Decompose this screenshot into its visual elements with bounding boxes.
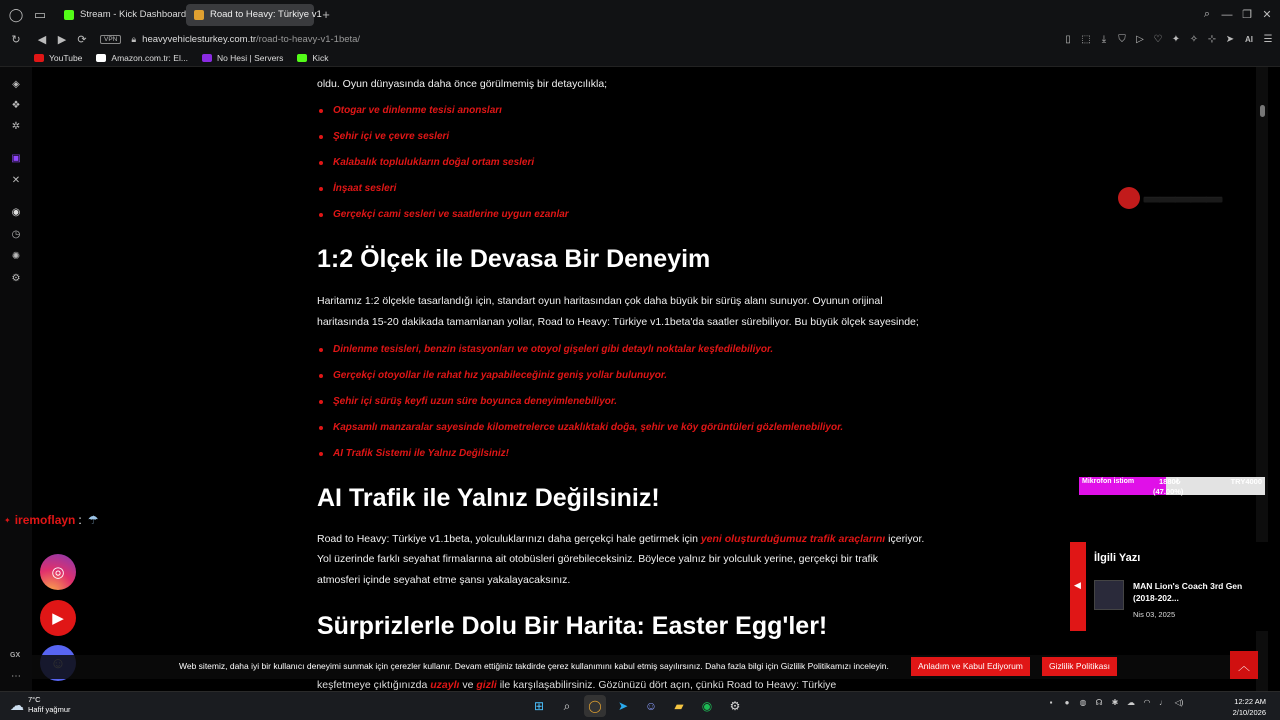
list-item[interactable]: Şehir içi ve çevre sesleri [317,124,569,150]
weather-temp: 7°C [28,695,41,704]
donation-goal-bar [1079,477,1265,495]
privacy-policy-button[interactable]: Gizlilik Politikası [1042,657,1117,676]
back-icon[interactable]: ◀ [37,33,47,46]
tray-headset-icon[interactable]: ☊ [1095,698,1103,707]
bookmark-label: YouTube [49,52,83,63]
cookie-banner [32,655,1256,679]
bookmark-kick[interactable] [297,53,328,63]
related-post-title[interactable]: MAN Lion's Coach 3rd Gen (2018-202... [1133,581,1243,603]
clock-time: 12:22 AM [1234,697,1266,706]
goal-label: Mikrofon istiom [1082,478,1135,485]
tab-islands-icon[interactable]: ▭ [33,6,47,22]
list-item[interactable]: İnşaat sesleri [317,176,569,202]
heading-easter-eggs: Sürprizlerle Dolu Bir Harita: Easter Egg'ler! [317,612,828,640]
list-item[interactable]: AI Trafik Sistemi ile Yalnız Değilsiniz! [317,441,843,467]
tray-wifi-icon[interactable]: ◠ [1143,698,1151,707]
settings-icon[interactable]: ⚙ [11,273,21,284]
discord-taskbar-icon[interactable]: ☺ [644,699,658,713]
channel-logo-watermark [1118,187,1222,209]
bookmarks-bar [0,49,1280,67]
taskbar [0,691,1280,720]
tray-spotify-icon[interactable]: ● [1064,698,1070,707]
paragraph-ai-line1 [317,529,997,550]
flow-icon[interactable]: ⊹ [1207,33,1217,45]
address-bar-tools [1062,29,1274,49]
goal-target: TRY4000 [1230,477,1262,486]
feature-list-scale [317,337,843,467]
tab-road-to-heavy[interactable] [186,4,322,26]
extension-sidebar-icon[interactable]: ✲ [11,121,21,132]
system-tray [1045,698,1185,707]
traffic-vehicles-link[interactable]: yeni oluşturduğumuz trafik araçlarını [700,533,886,545]
search-icon[interactable]: ⌕ [1203,8,1211,20]
minimize-icon[interactable]: — [1221,8,1233,21]
scroll-thumb[interactable] [1260,105,1265,117]
chat-message [4,513,99,527]
cloud-icon: ☁ [10,696,24,713]
cookie-message: Web sitemiz, daha iyi bir kullanıcı deneyimi sunmak için çerezler kullanır. Devam ettiğiniz takdirde çerez kullanımını kabul etmiş sayılırsınız. Daha fazla bilgi için Gizlilik Politikamızı inceleyin. [179,661,889,671]
related-title: İlgili Yazı [1094,552,1141,564]
bookmark-amazon[interactable] [96,53,188,63]
list-item[interactable]: Kalabalık toplulukların doğal ortam sesleri [317,150,569,176]
download-icon[interactable]: ⤓ [1101,33,1107,45]
search-taskbar-icon[interactable]: ⌕ [563,698,571,713]
flow-sidebar-icon[interactable]: ❖ [11,100,21,111]
paragraph-ai-line2: Yol üzerinde farklı seyahat firmalarına ait otobüsleri görebileceksiniz. Böylece yalnız bir yolculuk yerine, gerçekçi bir trafik [317,553,879,565]
steam-icon[interactable]: ⚙ [729,699,741,713]
chat-username: iremoflayn [14,513,76,527]
tray-mic-icon[interactable]: ♩ [1159,698,1167,707]
amazon-icon [96,54,106,62]
url-host: heavyvehiclesturkey.com.tr [142,33,257,45]
telegram-icon[interactable]: ➤ [617,699,629,713]
refresh-icon[interactable]: ⟳ [77,33,87,46]
reload-icon[interactable]: ↻ [11,33,21,46]
snapshot-icon[interactable]: ⬚ [1081,33,1091,45]
scroll-to-top-button[interactable] [1230,651,1258,679]
tab-kick-dashboard[interactable] [56,4,187,26]
tray-app-icon[interactable]: ▪ [1049,698,1053,707]
peek-text-mid: ve [462,679,474,691]
spotify-icon[interactable]: ◉ [11,207,21,218]
peek-text-b: ile karşılaşabilirsiniz. Gözünüzü dört açın, çünkü Road to Heavy: Türkiye [499,679,837,691]
related-post-widget [1070,542,1268,631]
ai-button[interactable]: AI [1245,34,1253,44]
file-explorer-icon[interactable]: ▰ [674,699,684,713]
related-post-date: Nis 03, 2025 [1133,610,1176,619]
url-field[interactable] [142,34,360,45]
more-icon[interactable]: ⋯ [11,671,21,682]
close-icon[interactable]: ✕ [1262,9,1272,21]
heading-ai-traffic: AI Trafik ile Yalnız Değilsiniz! [317,484,660,512]
chat-separator: : [78,513,82,527]
menu-icon[interactable]: ☰ [1263,33,1273,45]
peek-text-a: keşfetmeye çıktığınızda [317,679,428,691]
start-icon[interactable]: ⊞ [533,699,545,713]
chat-emote-icon: ☂ [87,513,99,527]
x-icon[interactable]: ✕ [11,175,21,186]
maximize-icon[interactable]: ❐ [1242,9,1252,21]
paragraph-ai-line3: atmosferi içinde seyahat etme şansı yakalayacaksınız. [317,574,571,586]
paragraph-easter-peek [317,679,836,691]
secret-link[interactable]: gizli [476,679,497,691]
url-path: /road-to-heavy-v1-1beta/ [256,33,361,45]
play-icon[interactable]: ▷ [1136,33,1144,45]
title-bar [0,0,1280,29]
opera-menu-icon[interactable]: ◯ [8,6,24,22]
article-intro: oldu. Oyun dünyasında daha önce görülmemiş bir detaycılıkla; [317,78,608,90]
puzzle-icon[interactable]: ✧ [1189,33,1199,45]
vpn-badge[interactable]: VPN [100,35,121,44]
paragraph-scale-line1: Haritamız 1:2 ölçekle tasarlandığı için, standart oyun haritasından çok daha büyük bir sürüş alanı sunuyor. Oyunun orijinal [317,295,883,307]
list-item[interactable]: Kapsamlı manzaralar sayesinde kilometrelerce uzaklıktaki doğa, şehir ve köy görüntüleri gözlemlenebiliyor. [317,415,843,441]
tray-cloud-icon[interactable]: ☁ [1127,698,1135,707]
lock-icon[interactable]: 🔒︎ [131,33,137,44]
heading-scale: 1:2 Ölçek ile Devasa Bir Deneyim [317,245,711,273]
bookmark-label: Kick [312,52,329,63]
shield-icon[interactable]: ⛉ [1118,33,1126,45]
list-item[interactable]: Dinlenme tesisleri, benzin istasyonları ve otoyol gişeleri gibi detaylı noktalar keşfedilebiliyor. [317,337,843,363]
chat-badge-icon: ✦ [4,515,11,525]
clock-date: 2/10/2026 [1232,708,1266,717]
twitch-icon[interactable]: ▣ [11,153,21,164]
weather-widget[interactable] [10,695,71,715]
kick-favicon-icon [64,10,74,20]
instagram-icon: ◎ [40,554,76,590]
opera-gx-taskbar-icon[interactable]: ◯ [584,695,606,717]
alien-link[interactable]: uzaylı [430,679,460,691]
goal-percent: (47.00%) [1153,487,1184,496]
opera-sidebar [0,67,32,691]
weather-desc: Hafif yağmur [28,705,71,714]
logo-icon [1118,187,1140,209]
ai-text-a: Road to Heavy: Türkiye v1.1beta, yolculuklarınızı daha gerçekçi hale getirmek için [317,533,698,545]
nohesi-icon [202,54,212,62]
list-item[interactable]: Otogar ve dinlenme tesisi anonsları [317,98,569,124]
bookmark-label: No Hesi | Servers [216,52,284,63]
chevron-up-icon: ︿ [1237,658,1250,673]
feature-list-sounds [317,98,569,228]
paragraph-scale-line2: haritasında 15-20 dakikada tamamlanan yollar, Road to Heavy: Türkiye v1.1beta'da saatler sürebiliyor. Bu büyük ölçek sayesinde; [317,316,919,328]
site-favicon-icon [194,10,204,20]
send-icon[interactable]: ➤ [1225,33,1235,45]
kick-icon [297,54,307,62]
list-item[interactable]: Şehir içi sürüş keyfi uzun süre boyunca deneyimlenebiliyor. [317,389,843,415]
youtube-icon [34,54,44,62]
history-icon[interactable]: ◷ [11,229,21,240]
wallet-icon[interactable]: ✺ [11,251,21,262]
goal-amount: 1880₺ [1159,477,1181,486]
tab-label: Stream - Kick Dashboard [80,9,187,20]
ai-text-b: içeriyor. [888,533,925,545]
spotify-taskbar-icon[interactable]: ◉ [701,699,713,713]
address-bar [0,29,1280,49]
list-item[interactable]: Gerçekçi otoyollar ile rahat hız yapabileceğiniz geniş yollar bulunuyor. [317,363,843,389]
bookmark-youtube[interactable] [34,53,82,63]
related-thumbnail[interactable] [1094,580,1124,610]
logo-wordmark: ▬▬▬▬▬ [1144,189,1222,206]
taskbar-apps [528,695,746,717]
window-controls [1198,0,1276,29]
bookmark-label: Amazon.com.tr: El... [111,52,188,63]
list-item[interactable]: Gerçekçi cami sesleri ve saatlerine uygun ezanlar [317,202,569,228]
youtube-logo-icon: ▶ [40,600,76,636]
split-view-icon[interactable]: ▯ [1065,33,1071,45]
heart-icon[interactable]: ♡ [1153,33,1163,45]
aria-icon[interactable]: ◈ [12,79,20,90]
tray-steam-icon[interactable]: ◍ [1079,698,1087,707]
extension-icon[interactable]: ✦ [1171,33,1181,45]
taskbar-clock[interactable] [1233,696,1266,718]
forward-icon[interactable]: ▶ [57,33,67,46]
accept-cookies-button[interactable]: Anladım ve Kabul Ediyorum [911,657,1030,676]
tray-volume-icon[interactable]: ◁) [1174,698,1184,707]
tab-label: Road to Heavy: Türkiye v1 [210,9,322,20]
new-tab-button[interactable]: + [322,7,330,22]
tray-bluetooth-icon[interactable]: ✱ [1111,698,1119,707]
caret-left-icon[interactable]: ◀ [1074,580,1081,590]
bookmark-nohesi[interactable] [202,53,283,63]
gx-label[interactable]: GX [10,652,21,659]
